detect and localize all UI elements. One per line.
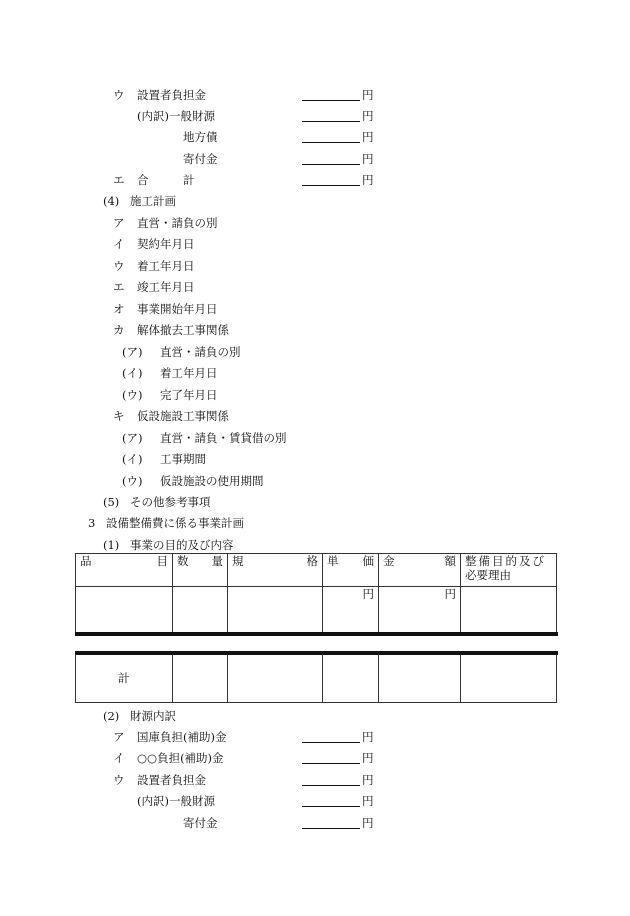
- item-mark: ア: [113, 216, 125, 230]
- cell[interactable]: [379, 654, 461, 702]
- yen-unit: 円: [362, 88, 374, 102]
- item-mark: イ: [113, 751, 125, 765]
- amount-blank[interactable]: [302, 130, 360, 143]
- item-label: 竣工年月日: [137, 280, 195, 294]
- header-purpose: 整備目的及び 必要理由: [461, 554, 557, 587]
- item-mark: (ア): [122, 431, 143, 445]
- item-label: (内訳)一般財源: [137, 794, 215, 808]
- header-item: 品 目: [76, 554, 173, 587]
- item-label: 直営・請負の別: [160, 345, 241, 359]
- amount-blank[interactable]: [302, 751, 360, 764]
- amount-blank[interactable]: [302, 816, 360, 829]
- item-label: 国庫負担(補助)金: [137, 730, 227, 744]
- item-mark: (ウ): [122, 388, 143, 402]
- item-label: 直営・請負の別: [137, 216, 218, 230]
- section-title: 設備整備費に係る事業計画: [106, 516, 244, 530]
- amount-blank[interactable]: [302, 730, 360, 743]
- item-label: 着工年月日: [137, 259, 195, 273]
- heading-num: (4): [103, 194, 120, 208]
- item-label: 寄付金: [183, 816, 218, 830]
- cell[interactable]: [228, 587, 323, 634]
- amount-blank[interactable]: [302, 173, 360, 186]
- yen-unit: 円: [362, 152, 374, 166]
- header-spec: 規 格: [228, 554, 323, 587]
- total-label-a: 合: [137, 173, 149, 187]
- item-label: 工事期間: [160, 452, 206, 466]
- header-unit-price: 単 価: [323, 554, 379, 587]
- item-label: 契約年月日: [137, 237, 195, 251]
- item-mark: カ: [113, 323, 125, 337]
- amount-blank[interactable]: [302, 88, 360, 101]
- yen-unit: 円: [362, 730, 374, 744]
- heading: 施工計画: [130, 194, 176, 208]
- equipment-table-total: [75, 654, 557, 703]
- item-mark: エ: [113, 173, 125, 187]
- item-mark: (ア): [122, 345, 143, 359]
- yen-unit: 円: [362, 130, 374, 144]
- item-mark: (イ): [122, 366, 143, 380]
- item-mark: ウ: [113, 259, 125, 273]
- cell[interactable]: [461, 654, 557, 702]
- yen-unit: 円: [362, 773, 374, 787]
- item-mark: オ: [113, 302, 125, 316]
- break-line: [75, 632, 558, 636]
- table-row: [76, 587, 557, 634]
- item-label: 直営・請負・賃貸借の別: [160, 431, 287, 445]
- header-quantity: 数 量: [173, 554, 228, 587]
- item-mark: ア: [113, 730, 125, 744]
- heading: 財源内訳: [130, 709, 176, 723]
- item-mark: (イ): [122, 452, 143, 466]
- cell[interactable]: [173, 654, 228, 702]
- item-label: 着工年月日: [160, 366, 218, 380]
- equipment-table: [75, 553, 557, 634]
- amount-blank[interactable]: [302, 794, 360, 807]
- cell-amount[interactable]: 円: [379, 587, 461, 634]
- item-label: 地方債: [183, 130, 218, 144]
- item-label: 仮設施設工事関係: [137, 409, 229, 423]
- cell[interactable]: [228, 654, 323, 702]
- item-mark: エ: [113, 280, 125, 294]
- cell[interactable]: [173, 587, 228, 634]
- section-num: 3: [88, 516, 96, 530]
- item-mark: イ: [113, 237, 125, 251]
- cell[interactable]: [76, 587, 173, 634]
- item-label: 設置者負担金: [137, 773, 206, 787]
- total-row: [76, 654, 557, 702]
- amount-blank[interactable]: [302, 152, 360, 165]
- heading-num: (2): [103, 709, 120, 723]
- item-mark: ウ: [113, 773, 125, 787]
- item-label: ○○負担(補助)金: [137, 751, 224, 765]
- total-label: 計: [76, 654, 173, 702]
- heading: 事業の目的及び内容: [130, 538, 234, 552]
- item-label: (内訳)一般財源: [137, 109, 215, 123]
- heading: その他参考事項: [130, 495, 211, 509]
- yen-unit: 円: [362, 109, 374, 123]
- yen-unit: 円: [362, 816, 374, 830]
- total-label-b: 計: [183, 173, 195, 187]
- amount-blank[interactable]: [302, 109, 360, 122]
- header-amount: 金 額: [379, 554, 461, 587]
- item-label: 仮設施設の使用期間: [160, 474, 264, 488]
- cell[interactable]: [461, 587, 557, 634]
- item-mark: ウ: [113, 88, 125, 102]
- item-mark: (ウ): [122, 474, 143, 488]
- item-label: 設置者負担金: [137, 88, 206, 102]
- item-mark: キ: [113, 409, 125, 423]
- item-label: 寄付金: [183, 152, 218, 166]
- heading-num: (1): [103, 538, 120, 552]
- yen-unit: 円: [362, 751, 374, 765]
- cell[interactable]: [323, 654, 379, 702]
- yen-unit: 円: [362, 794, 374, 808]
- item-label: 事業開始年月日: [137, 302, 218, 316]
- yen-unit: 円: [362, 173, 374, 187]
- item-label: 解体撤去工事関係: [137, 323, 229, 337]
- amount-blank[interactable]: [302, 773, 360, 786]
- heading-num: (5): [103, 495, 120, 509]
- item-label: 完了年月日: [160, 388, 218, 402]
- cell-unit-price[interactable]: 円: [323, 587, 379, 634]
